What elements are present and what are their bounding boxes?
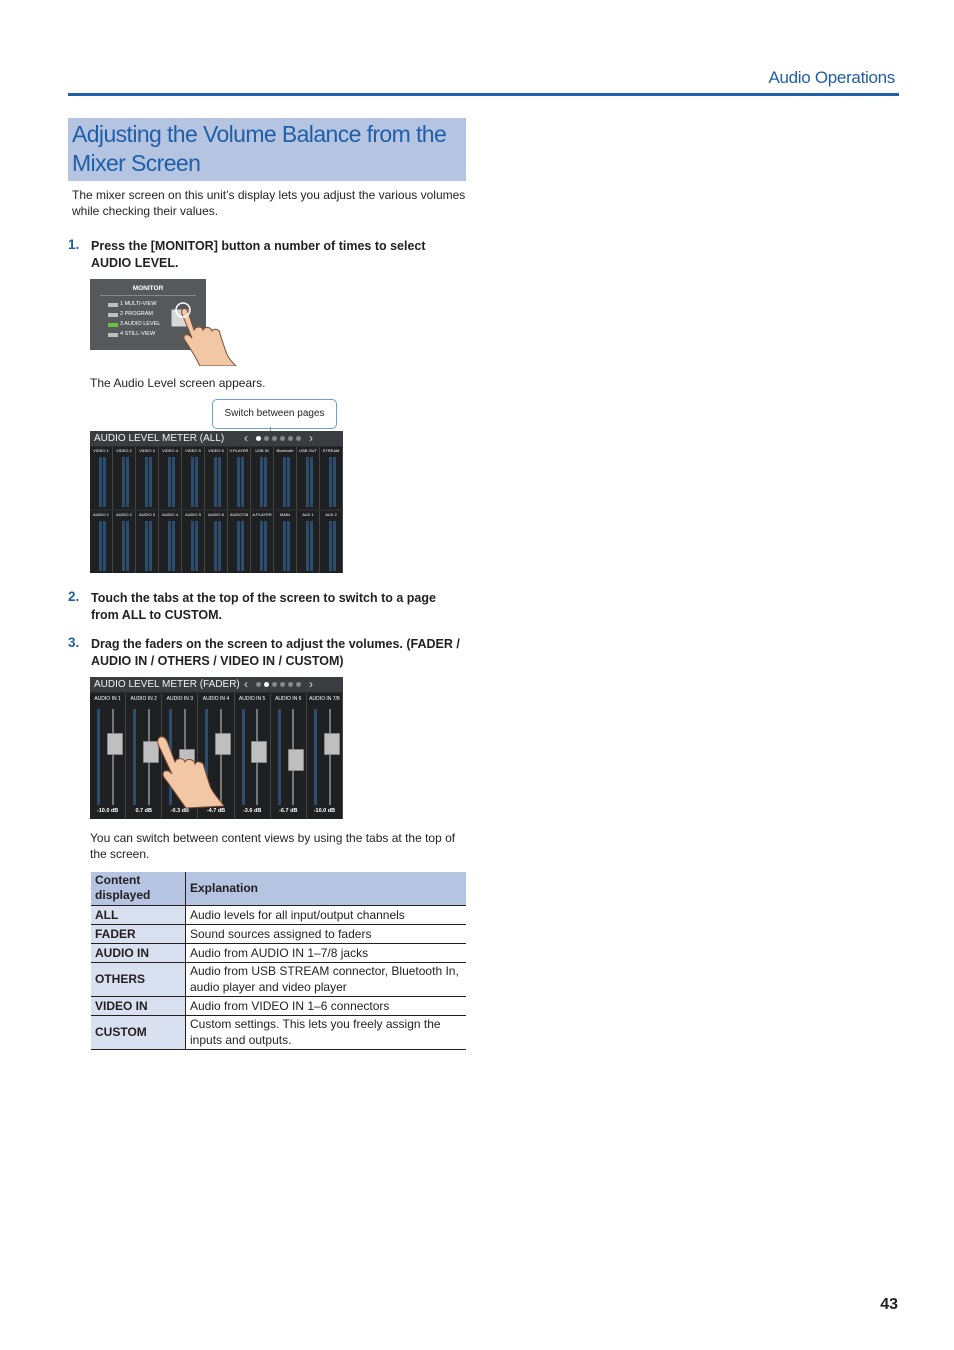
meter-all-row-1 [90,447,343,509]
fader-channel-label: AUDIO IN 6 [275,696,302,702]
meter-channel-label: VIDEO 2 [116,448,132,453]
level-bar [214,521,217,571]
level-bar [195,457,198,507]
step-3-number: 3. [68,635,80,650]
level-bar [214,457,217,507]
monitor-panel-title: MONITOR [132,285,164,292]
page-number: 43 [880,1296,898,1313]
level-bar [242,709,245,805]
meter-channel-label: AUDIO 6 [207,512,224,517]
level-bar [329,521,332,571]
led-indicator [108,333,118,337]
level-bar [241,457,244,507]
fader-channel-label: AUDIO IN 3 [166,696,194,702]
callout-switch-pages: Switch between pages [212,399,337,429]
fader-value: -3.6 dB [242,808,262,814]
level-bar [168,457,171,507]
led-indicator [108,303,118,307]
table-cell-content: VIDEO IN [91,996,186,1015]
meter-channel [159,511,182,573]
level-bar [133,709,136,805]
step-2-number: 2. [68,589,80,604]
meter-channel-label: AUDIO 3 [138,512,155,517]
meter-channel [182,447,205,509]
table-cell-explanation: Custom settings. This lets you freely assign the inputs and outputs. [186,1015,467,1049]
led-indicator-active [108,323,118,327]
meter-all-title: AUDIO LEVEL METER (ALL) [94,433,225,444]
meter-channel-label: V.PLAYER [229,448,249,453]
table-row [91,924,466,943]
level-bar [195,521,198,571]
level-bar [306,457,309,507]
tabs-note: You can switch between content views by using the tabs at the top of the screen. [90,831,456,861]
table-cell-explanation: Audio from AUDIO IN 1–7/8 jacks [186,943,467,962]
level-bar [126,521,129,571]
level-bar [287,457,290,507]
level-bar [99,521,102,571]
level-bar [237,457,240,507]
level-bar [241,521,244,571]
meter-channel [251,447,274,509]
section-title: Audio Operations [768,68,895,87]
level-bar [168,521,171,571]
meter-channel-label: AUX 2 [325,512,337,517]
meter-channel-label: VIDEO 3 [139,448,155,453]
meter-fader-title: AUDIO LEVEL METER (FADER) [94,679,240,690]
meter-channel-label: A.PLAYER [252,512,272,517]
table-cell-content: ALL [91,905,186,924]
fader-value: -0.3 dB [170,808,190,814]
monitor-item: 1 MULTI-VIEW [120,301,157,307]
level-bar [264,457,267,507]
level-bar [122,457,125,507]
led-indicator [108,313,118,317]
page-heading: Adjusting the Volume Balance from the Mixer Screen [72,121,447,176]
table-cell-content: OTHERS [91,962,186,996]
fader-knob[interactable] [251,741,267,763]
meter-channel [274,447,297,509]
level-bar [218,521,221,571]
fader-value: -10.0 dB [96,808,119,814]
level-bar [306,521,309,571]
content-table [91,872,466,1050]
fader-value: -4.7 dB [206,808,226,814]
table-cell-content: AUDIO IN [91,943,186,962]
monitor-item-selected: 3 AUDIO LEVEL [120,321,161,327]
table-row [91,962,466,996]
fader-channel-label: AUDIO IN 1 [94,696,121,702]
level-bar [287,521,290,571]
level-bar [145,457,148,507]
header-rule [68,93,899,96]
fader-channel-label: AUDIO IN 7/8 [309,696,340,702]
fader-value: 0.7 dB [135,808,152,814]
level-bar [283,457,286,507]
page-indicator-dots[interactable] [256,682,300,688]
level-bar [283,521,286,571]
fader-channel [271,693,307,819]
level-bar [172,457,175,507]
level-bar [329,457,332,507]
monitor-divider [100,295,196,296]
meter-channel [136,447,159,509]
meter-channel [113,447,136,509]
meter-channel-label: AUDIO7/8 [229,512,249,517]
level-bar [314,709,317,805]
level-bar [218,457,221,507]
intro-text: The mixer screen on this unit’s display lets you adjust the various volumes while checking their values. [72,188,466,218]
table-header-explanation: Explanation [186,872,467,905]
hand-pointer-icon [170,300,245,366]
page-prev-button[interactable]: ‹ [244,677,248,691]
fader-channel-label: AUDIO IN 4 [202,696,230,702]
meter-channel [90,447,113,509]
table-row [91,943,466,962]
meter-channel [297,511,320,573]
meter-channel-label: AUDIO 4 [161,512,178,517]
meter-channel [90,511,113,573]
meter-channel [113,511,136,573]
meter-channel-label: Bluetooth [276,448,294,453]
meter-channel-label: MAIN [280,512,290,517]
fader-knob[interactable] [324,733,340,755]
fader-track [112,709,114,805]
level-bar [103,457,106,507]
page-next-button[interactable]: › [309,677,313,691]
table-cell-explanation: Sound sources assigned to faders [186,924,467,943]
level-bar [333,521,336,571]
table-cell-explanation: Audio from USB STREAM connector, Bluetooth In, audio player and video player [186,962,467,996]
meter-channel [251,511,274,573]
meter-channel [205,511,228,573]
level-bar [149,457,152,507]
meter-channel-label: AUDIO 5 [184,512,201,517]
table-header-row [91,872,466,905]
meter-channel-label: VIDEO 1 [93,448,109,453]
meter-channel [228,447,251,509]
level-bar [145,521,148,571]
level-bar [310,521,313,571]
meter-channel [320,511,343,573]
page-next-button[interactable]: › [309,431,313,445]
audio-level-note: The Audio Level screen appears. [90,376,266,390]
page-prev-button[interactable]: ‹ [244,431,248,445]
hand-pointer-icon [150,730,240,810]
meter-channel [228,511,251,573]
level-bar [103,521,106,571]
meter-channel [320,447,343,509]
fader-channel [90,693,126,819]
meter-channel-label: USB OUT [299,448,317,453]
table-row [91,905,466,924]
table-cell-content: FADER [91,924,186,943]
fader-value: -6.7 dB [279,808,298,814]
meter-channel [182,511,205,573]
fader-channel [307,693,343,819]
table-cell-content: CUSTOM [91,1015,186,1049]
level-bar [172,521,175,571]
meter-channel-label: VIDEO 4 [162,448,178,453]
fader-knob[interactable] [107,733,123,755]
monitor-item: 2 PROGRAM [120,311,154,317]
fader-track [329,709,331,805]
table-cell-explanation: Audio levels for all input/output channels [186,905,467,924]
meter-channel-label: AUX 1 [302,512,314,517]
meter-all-row-2 [90,511,343,573]
level-bar [310,457,313,507]
meter-channel-label: VIDEO 5 [185,448,201,453]
table-cell-explanation: Audio from VIDEO IN 1–6 connectors [186,996,467,1015]
level-bar [191,457,194,507]
meter-channel [297,447,320,509]
table-header-content: Content displayed [91,872,186,905]
meter-channel [136,511,159,573]
level-bar [126,457,129,507]
level-bar [149,521,152,571]
step-3-text: Drag the faders on the screen to adjust the volumes. (FADER / AUDIO IN / OTHERS / VIDEO IN / CUSTOM) [91,637,460,668]
meter-channel [205,447,228,509]
meter-channel-label: AUDIO 2 [115,512,132,517]
meter-channel [274,511,297,573]
fader-channel-label: AUDIO IN 2 [130,696,157,702]
meter-all-screen [90,431,343,573]
meter-channel-label: STREAM [322,448,340,453]
page-indicator-dots[interactable] [256,436,300,442]
table-row [91,996,466,1015]
fader-value: -10.0 dB [313,808,336,814]
meter-channel [159,447,182,509]
step-2-text: Touch the tabs at the top of the screen to switch to a page from ALL to CUSTOM. [91,591,436,622]
level-bar [122,521,125,571]
fader-channel-label: AUDIO IN 5 [238,696,266,702]
level-bar [278,709,281,805]
level-bar [237,521,240,571]
monitor-item: 4 STILL-VIEW [120,331,156,337]
level-bar [191,521,194,571]
heading-box [68,118,466,181]
level-bar [260,457,263,507]
level-bar [333,457,336,507]
step-1-text: Press the [MONITOR] button a number of times to select AUDIO LEVEL. [91,239,426,270]
level-bar [264,521,267,571]
level-bar [97,709,100,805]
fader-knob[interactable] [288,749,304,771]
table-row [91,1015,466,1049]
meter-channel-label: USB IN [255,448,269,453]
meter-channel-label: AUDIO 1 [92,512,109,517]
level-bar [99,457,102,507]
level-bar [260,521,263,571]
meter-channel-label: VIDEO 6 [208,448,224,453]
step-1-number: 1. [68,237,80,252]
